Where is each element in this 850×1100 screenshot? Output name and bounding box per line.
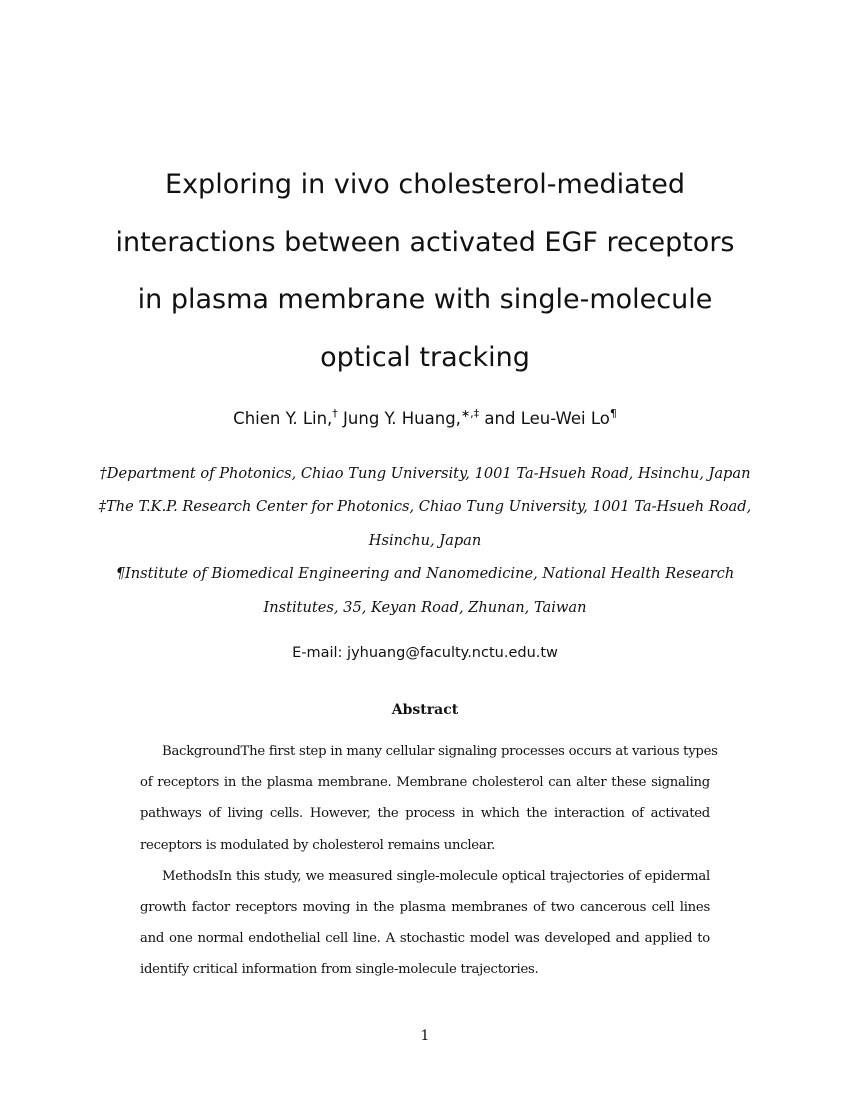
abstract-line: of receptors in the plasma membrane. Membrane cholesterol can alter these signaling xyxy=(140,775,710,791)
author-affiliation-mark: ¶ xyxy=(609,407,617,420)
title-line: optical tracking xyxy=(320,341,530,373)
affiliation-line: ‡The T.K.P. Research Center for Photonics, Chiao Tung University, 1001 Ta-Hsueh Road, xyxy=(98,498,752,516)
abstract-line: pathways of living cells. However, the process in which the interaction of activated xyxy=(140,806,710,822)
abstract-line: identify critical information from single-molecule trajectories. xyxy=(140,962,539,978)
author-conjunction: and xyxy=(484,409,516,428)
author-list xyxy=(0,405,850,433)
abstract-heading: Abstract xyxy=(391,702,459,718)
abstract-line: and one normal endothelial cell line. A stochastic model was developed and applied to xyxy=(140,931,710,947)
page-number: 1 xyxy=(420,1028,430,1044)
paper-title xyxy=(60,156,790,386)
affiliation-line: ¶Institute of Biomedical Engineering and Nanomedicine, National Health Research xyxy=(115,565,735,583)
abstract-body xyxy=(140,736,718,986)
author-name: Jung Y. Huang, xyxy=(343,409,461,428)
affiliation-line: Hsinchu, Japan xyxy=(368,531,482,549)
abstract-line: MethodsIn this study, we measured single-molecule optical trajectories of epidermal xyxy=(162,868,710,884)
affiliation-line: †Department of Photonics, Chiao Tung University, 1001 Ta-Hsueh Road, Hsinchu, Japan xyxy=(99,465,751,482)
email-address[interactable]: jyhuang@faculty.nctu.edu.tw xyxy=(347,645,558,661)
author-affiliation-mark: † xyxy=(332,407,338,420)
affiliation-line: Institutes, 35, Keyan Road, Zhunan, Taiwan xyxy=(263,598,587,616)
author-name: Leu-Wei Lo xyxy=(520,409,610,428)
title-line: interactions between activated EGF receptors xyxy=(115,226,735,258)
author-name: Chien Y. Lin, xyxy=(233,409,333,428)
affiliations xyxy=(70,457,780,624)
abstract-line: receptors is modulated by cholesterol remains unclear. xyxy=(140,837,496,853)
author-affiliation-mark: ∗,‡ xyxy=(460,407,480,420)
title-line: in plasma membrane with single-molecule xyxy=(137,284,713,315)
title-line: Exploring in vivo cholesterol-mediated xyxy=(165,169,685,200)
contact-email xyxy=(0,640,850,666)
email-label: E-mail: xyxy=(292,645,343,661)
abstract-line: BackgroundThe first step in many cellular signaling processes occurs at various types xyxy=(162,744,718,759)
abstract-line: growth factor receptors moving in the plasma membranes of two cancerous cell lines xyxy=(140,900,710,916)
